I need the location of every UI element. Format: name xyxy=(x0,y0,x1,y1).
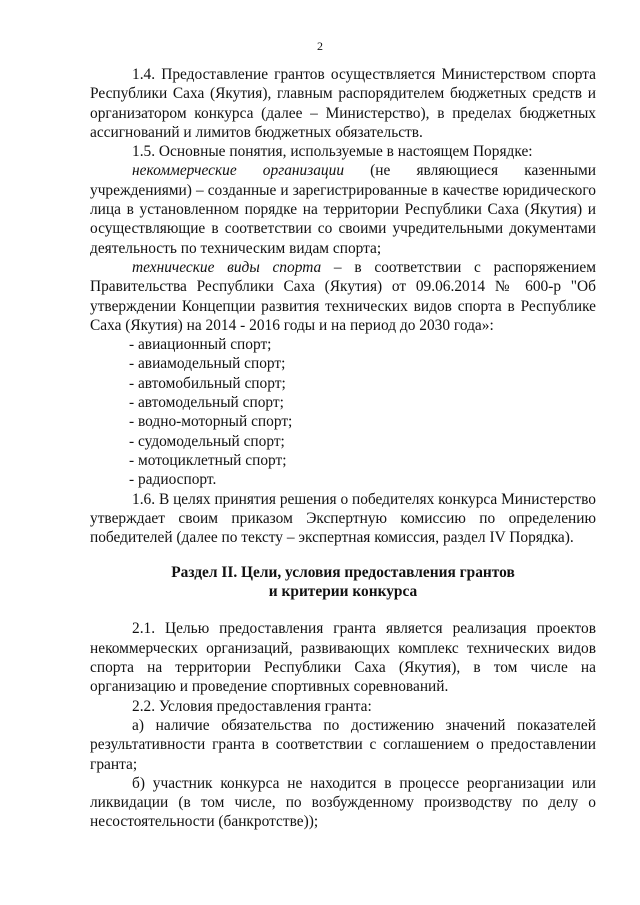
paragraph-2-2: 2.2. Условия предоставления гранта: xyxy=(132,697,372,715)
section-heading-line-1: Раздел II. Цели, условия предоставления грантов xyxy=(171,564,515,582)
page-number: 2 xyxy=(317,39,323,53)
section-heading-line-2: и критерии конкурса xyxy=(268,583,418,601)
list-item-radio: - радиоспорт. xyxy=(129,471,217,489)
definition-tech-sports xyxy=(90,258,596,335)
list-item-aviation: - авиационный спорт; xyxy=(129,336,272,354)
list-item-motorcycle: - мотоциклетный спорт; xyxy=(129,451,287,469)
paragraph-2-2-a: а) наличие обязательства по достижению значений показателей результативности гранта в соответствии с соглашением о предоставлении гранта; xyxy=(90,716,596,773)
paragraph-1-5: 1.5. Основные понятия, используемые в настоящем Порядке: xyxy=(132,143,533,161)
term-tech-sports: технические виды спорта xyxy=(132,258,322,276)
section-heading xyxy=(90,563,596,601)
definition-tech-sports-text: – в соответствии с распоряжением Правительства Республики Саха (Якутия) от 09.06.2014 № 600-р "Об утверждении Концепции развития технических видов спорта в Республике Саха (Якутия) на 2014 - 2016 годы и на период до 2030 года»: xyxy=(90,258,596,334)
definition-nko xyxy=(90,161,596,257)
paragraph-2-1: 2.1. Целью предоставления гранта является реализация проектов некоммерческих организаций, развивающих комплекс технических видов спорта на территории Республики Саха (Якутия), в том числе на организацию и проведение спортивных соревнований. xyxy=(90,620,596,696)
list-item-automodel: - автомодельный спорт; xyxy=(129,394,284,412)
list-item-ship-model: - судомодельный спорт; xyxy=(129,432,285,450)
paragraph-1-4: 1.4. Предоставление грантов осуществляется Министерством спорта Республики Саха (Якутия), главным распорядителем бюджетных средств и организатором конкурса (далее – Министерство), в пределах бюджетных ассигнований и лимитов бюджетных обязательств. xyxy=(90,66,596,141)
definition-nko-text: (не являющиеся казенными учреждениями) – созданные и зарегистрированные в качестве юридического лица в установленном порядке на территории Республики Саха (Якутия) и осуществляющие в соответствии со своими учредительными документами деятельность по техническим видам спорта; xyxy=(90,162,596,257)
paragraph-1-6: 1.6. В целях принятия решения о победителях конкурса Министерство утверждает своим приказом Экспертную комиссию по определению победителей (далее по тексту – экспертная комиссия, раздел IV Порядка). xyxy=(90,490,596,547)
term-nko: некоммерческие организации xyxy=(132,162,345,180)
list-item-aeromodel: - авиамодельный спорт; xyxy=(129,355,286,373)
paragraph-2-2-b: б) участник конкурса не находится в процессе реорганизации или ликвидации (в том числе, по возбужденному производству по делу о несостоятельности (банкротстве)); xyxy=(90,774,596,831)
list-item-automobile: - автомобильный спорт; xyxy=(129,374,286,392)
document-body xyxy=(90,65,596,832)
list-item-water-motor: - водно-моторный спорт; xyxy=(129,413,293,431)
